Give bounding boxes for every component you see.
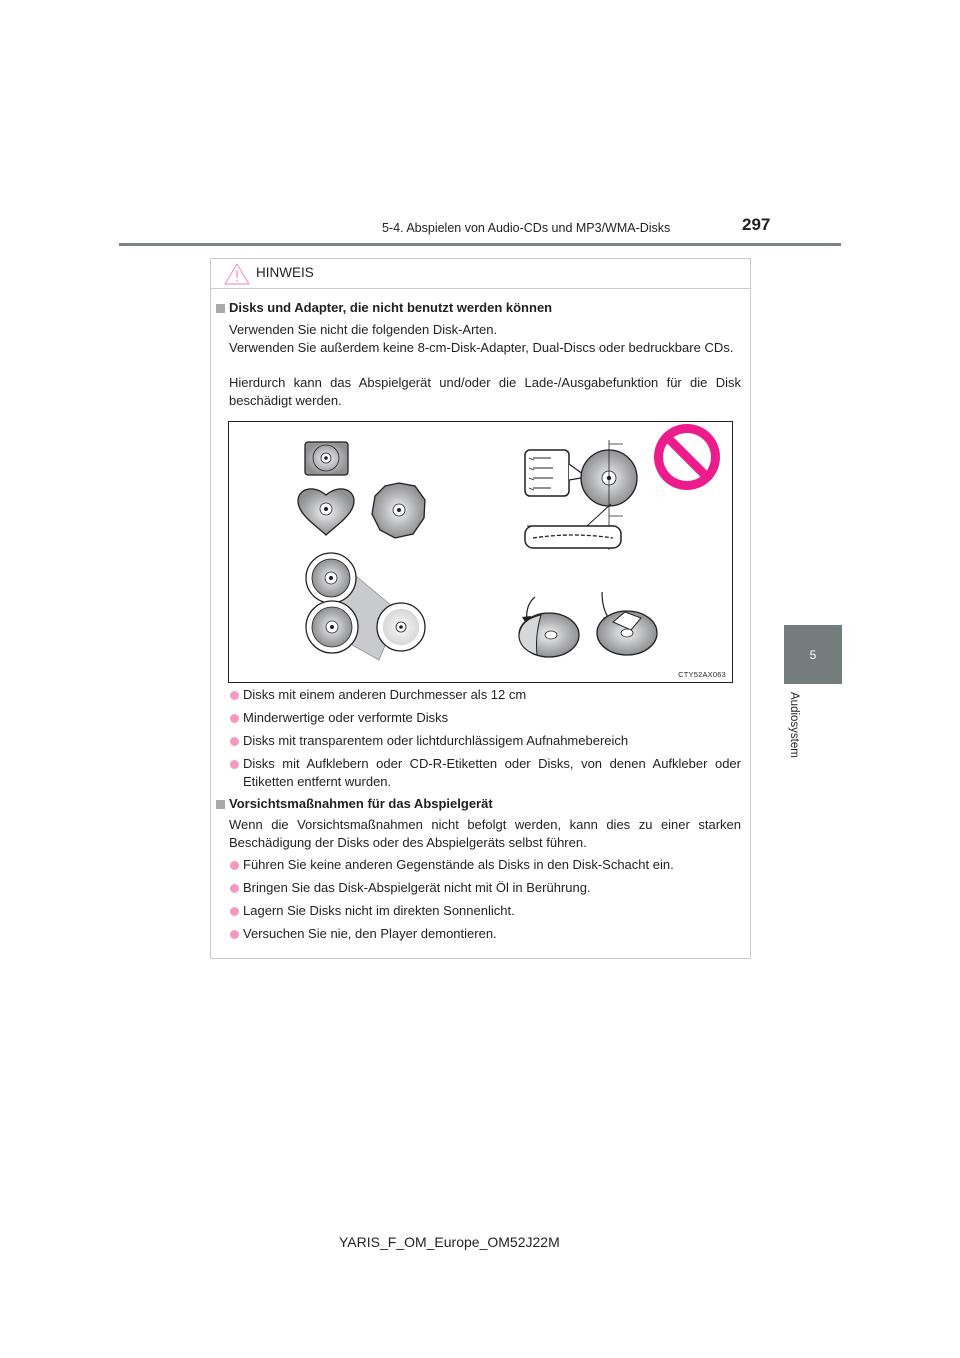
chapter-label-text: Audiosystem: [788, 692, 800, 758]
header-section-title: 5-4. Abspielen von Audio-CDs und MP3/WMA-Disks: [382, 221, 671, 235]
footer-document-id: YARIS_F_OM_Europe_OM52J22M: [339, 1234, 560, 1250]
page-number: 297: [742, 215, 771, 234]
chapter-label: [786, 692, 800, 770]
illustration-code: CTY52AX063: [678, 670, 726, 679]
section2-bullet-3: Lagern Sie Disks nicht im direkten Sonnenlicht.: [243, 903, 515, 918]
section1-heading: Disks und Adapter, die nicht benutzt werden können: [229, 300, 553, 315]
chapter-tab: [784, 625, 842, 684]
section1-bullet-4: Disks mit Aufklebern oder CD-R-Etiketten oder Disks, von denen Aufkleber oder Etiketten entfernt wurden.: [243, 756, 741, 789]
section-marker: [216, 800, 225, 809]
disk-illustration: [229, 422, 732, 682]
bullet-dot: [230, 760, 239, 769]
section-marker: [216, 304, 225, 313]
section2-bullet-1: Führen Sie keine anderen Gegenstände als Disks in den Disk-Schacht ein.: [243, 857, 674, 872]
bullet-dot: [230, 691, 239, 700]
bullet-dot: [230, 907, 239, 916]
section1-line2: Verwenden Sie außerdem keine 8-cm-Disk-Adapter, Dual-Discs oder bedruckbare CDs.: [229, 340, 734, 355]
notice-title: HINWEIS: [256, 265, 314, 280]
section2-intro: Wenn die Vorsichtsmaßnahmen nicht befolgt werden, kann dies zu einer starken Beschädigung der Disks oder des Abspielgeräts selbst führen.: [229, 817, 741, 850]
notice-header: [211, 259, 750, 289]
section2-bullet-4: Versuchen Sie nie, den Player demontieren.: [243, 926, 497, 941]
section1-line1: Verwenden Sie nicht die folgenden Disk-Arten.: [229, 322, 498, 337]
bullet-dot: [230, 861, 239, 870]
section1-line3: Hierdurch kann das Abspielgerät und/oder die Lade-/Ausgabefunktion für die Disk beschädigt werden.: [229, 375, 741, 408]
section1-bullet-2: Minderwertige oder verformte Disks: [243, 710, 449, 725]
illustration-unsuitable-disks: [228, 421, 733, 683]
section1-bullet-1: Disks mit einem anderen Durchmesser als 12 cm: [243, 687, 527, 702]
polygon-disk: [372, 483, 425, 538]
section2-heading: Vorsichtsmaßnahmen für das Abspielgerät: [229, 796, 493, 811]
bullet-dot: [230, 884, 239, 893]
disk-with-label: [519, 597, 579, 657]
bullet-dot: [230, 714, 239, 723]
header-divider: [119, 243, 841, 246]
bullet-dot: [230, 737, 239, 746]
heart-disk: [298, 489, 354, 535]
adapter-disks: [306, 553, 425, 660]
bullet-dot: [230, 930, 239, 939]
disk-with-sticker: [597, 592, 657, 655]
section2-bullet-2: Bringen Sie das Disk-Abspielgerät nicht mit Öl in Berührung.: [243, 880, 591, 895]
section1-bullet-3: Disks mit transparentem oder lichtdurchlässigem Aufnahmebereich: [243, 733, 629, 748]
prohibition-icon: [654, 424, 720, 490]
dual-disc: [525, 440, 637, 550]
chapter-number: 5: [809, 647, 817, 662]
square-disk: [305, 442, 348, 475]
warning-icon: [224, 263, 250, 285]
